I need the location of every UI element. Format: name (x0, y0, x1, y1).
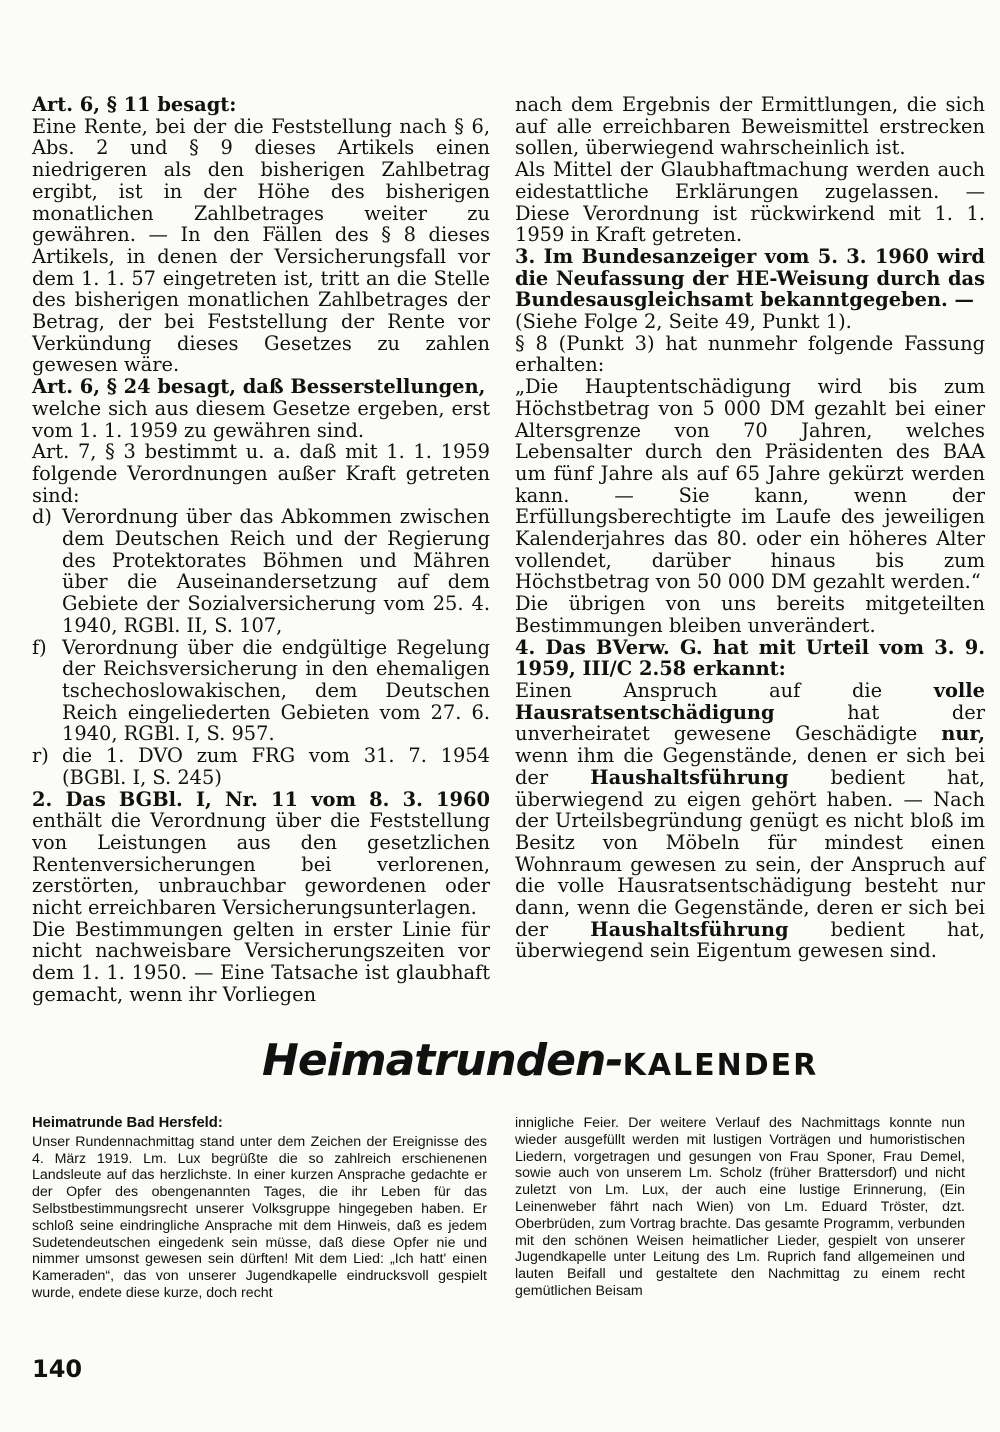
urteil-text: wenn ihm die Gegenstände, denen er sich bei der (515, 744, 985, 789)
heading-art6-24: Art. 6, § 24 besagt, daß Besserstellungen, (32, 375, 486, 399)
news-left-column (32, 1115, 487, 1302)
paragraph-bgbl (32, 789, 490, 919)
list-item-label: r) (32, 744, 49, 768)
paragraph-siehe: (Siehe Folge 2, Seite 49, Punkt 1). (515, 310, 852, 334)
news-text-right: innigliche Feier. Der weitere Verlauf des Nachmittags konnte nun wieder ausgefüllt werden mit lustigen Vorträgen und humoristischen Liedern, vorgetragen und gesungen von Frau Sponer, Frau Demel, sowie auch von unserem Lm. Scholz (früher Brattersdorf) und nicht zuletzt von Lm. Lux, der auch eine lustige Erinnerung, (Ein Leinenweber fährt nach Wien) von Lm. Eduard Tröster, dzt. Oberbrüden, zum Vortrag brachte. Das gesamte Programm, verbunden mit den schönen Weisen heimatlicher Lieder, gespielt von unserer Jugendkapelle unter Leitung des Lm. Ruprich fand allgemeinen und lauten Beifall und gestaltete den Nachmittag zu einem recht gemütlichen Beisam (515, 1115, 965, 1299)
news-right-column (515, 1115, 965, 1300)
paragraph-uebrigen: Die übrigen von uns bereits mitgeteilten Bestimmungen bleiben unverändert. (515, 592, 985, 637)
regulation-list (32, 506, 490, 788)
section-heading-caps: KALENDER (622, 1048, 819, 1083)
urteil-text: bedient hat, überwiegend sein Eigentum gewesen sind. (515, 917, 985, 963)
news-heading: Heimatrunde Bad Hersfeld: (32, 1115, 223, 1131)
right-column (515, 94, 985, 962)
heading-bgbl: 2. Das BGBl. I, Nr. 11 vom 8. 3. 1960 (32, 787, 490, 811)
section-heading-script: Heimatrunden- (262, 1035, 623, 1086)
page-number: 140 (32, 1355, 83, 1383)
urteil-text: hat der unverheiratet gewesene Geschädigte (515, 700, 985, 746)
paragraph-bestimmungen: Die Bestimmungen gelten in erster Linie für nicht nachweisbare Versicherungszeiten vor dem 1. 1. 1950. — Eine Tatsache ist glaubhaft gemacht, wenn ihr Vorliegen (32, 917, 490, 1006)
paragraph-quote: „Die Hauptentschädigung wird bis zum Höchstbetrag von 5 000 DM gezahlt bei einer Altersgrenze von 70 Jahren, welches Lebensalter durch den Präsidenten des BAA um fünf Jahre als auf 65 Jahre gekürzt werden kann. — Sie kann, wenn der Erfüllungsberechtigte im Laufe des jeweiligen Kalenderjahres das 80. oder ein höheres Alter vollendet, darüber hinaus bis zum Höchstbetrag von 50 000 DM gezahlt werden.“ (515, 375, 985, 594)
paragraph-glaubhaft: Als Mittel der Glaubhaftmachung werden auch eidestattliche Erklärungen zugelassen. — Diese Verordnung ist rückwirkend mit 1. 1. 1959 in Kraft getreten. (515, 158, 985, 247)
paragraph-continuation: nach dem Ergebnis der Ermittlungen, die sich auf alle erreichbaren Beweismittel erstrecken sollen, überwiegend wahrscheinlich ist. (515, 93, 985, 160)
heading-bundesanzeiger: 3. Im Bundesanzeiger vom 5. 3. 1960 wird die Neufassung der HE-Weisung durch das Bundesausgleichsamt bekanntgegeben. — (515, 244, 985, 312)
section-heading (262, 1036, 818, 1091)
urteil-text: bedient hat, überwiegend zu eigen gehört haben. — Nach der Urteilsbegründung genügt es nicht bloß im Besitz von Möbeln für mindest einen Wohnraum gewesen zu sein, der Anspruch auf die volle Hausratsentschädigung besteht nur dann, wenn die Gegenstände, deren er sich bei der (515, 765, 985, 941)
urteil-bold: nur, (941, 722, 985, 746)
urteil-text: Einen Anspruch auf die (515, 678, 934, 702)
list-item (32, 637, 490, 746)
paragraph-art6-11: Eine Rente, bei der die Feststellung nach § 6, Abs. 2 und § 9 dieses Artikels einen niedrigeren als den bisherigen Zahlbetrag ergibt, ist in der Höhe des bisherigen monatlichen Zahlbetrages weiter zu gewähren. — In den Fällen des § 8 dieses Artikels, in denen der Versicherungsfall vor dem 1. 1. 57 eingetreten ist, tritt an die Stelle des bisherigen monatlichen Zahlbetrages der Betrag, der bei Feststellung der Rente vor Verkündung dieses Gesetzes zu zahlen gewesen wäre. (32, 114, 490, 377)
heading-art6-11: Art. 6, § 11 besagt: (32, 93, 237, 116)
list-item-label: f) (32, 635, 47, 659)
urteil-bold: Haushaltsführung (590, 917, 789, 941)
list-item-text: Verordnung über das Abkommen zwischen dem Deutschen Reich und der Regierung des Protektorates Böhmen und Mähren über die Auseinandersetzung auf dem Gebiete der Sozialversicherung vom 25. 4. 1940, RGBl. II, S. 107, (62, 505, 490, 637)
list-item-text: Verordnung über die endgültige Regelung der Reichsversicherung in den ehemaligen tschechoslowakischen, dem Deutschen Reich eingeliederten Gebieten vom 27. 6. 1940, RGBl. I, S. 957. (62, 635, 490, 746)
paragraph-bgbl-text: enthält die Verordnung über die Feststellung von Leistungen aus den gesetzlichen Rentenversicherungen bei verlorenen, zerstörten, unbrauchbar gewordenen oder nicht erreichbaren Versicherungsunterlagen. (32, 809, 490, 920)
paragraph-art6-24: welche sich aus diesem Gesetze ergeben, erst vom 1. 1. 1959 zu gewähren sind. (32, 396, 490, 442)
paragraph-para8: § 8 (Punkt 3) hat nunmehr folgende Fassung erhalten: (515, 331, 985, 377)
paragraph-urteil (515, 680, 985, 962)
list-item (32, 506, 490, 636)
list-item (32, 745, 490, 788)
heading-bverwg: 4. Das BVerw. G. hat mit Urteil vom 3. 9. 1959, III/C 2.58 erkannt: (515, 635, 985, 681)
list-item-text: die 1. DVO zum FRG vom 31. 7. 1954 (BGBl. I, S. 245) (62, 744, 490, 789)
news-text-left: Unser Rundennachmittag stand unter dem Zeichen der Ereignisse des 4. März 1919. Lm. Lux begrüßte die so zahlreich erschienenen Landsleute auf das herzlichste. In einer kurzen Ansprache gedachte er der Opfer des obengenannten Tages, die ihr Leben für das Selbstbestimmungsrecht unserer Volksgruppe hingegeben haben. Er schloß seine eindringliche Ansprache mit dem Hinweis, daß es jedem Sudetendeutschen eingedenk sein müsse, daß diese Opfer nie und nimmer umsonst gewesen sein dürften! Mit dem Lied: „Ich hatt' einen Kameraden“, das von unserer Jugendkapelle eindrucksvoll gespielt wurde, endete diese kurze, doch recht (32, 1133, 487, 1301)
urteil-bold: volle Hausratsentschädigung (515, 678, 985, 724)
urteil-bold: Haushaltsführung (590, 765, 789, 789)
left-column (32, 94, 490, 1006)
list-item-label: d) (32, 505, 52, 529)
paragraph-art7: Art. 7, § 3 bestimmt u. a. daß mit 1. 1. 1959 folgende Verordnungen außer Kraft getreten sind: (32, 440, 490, 507)
